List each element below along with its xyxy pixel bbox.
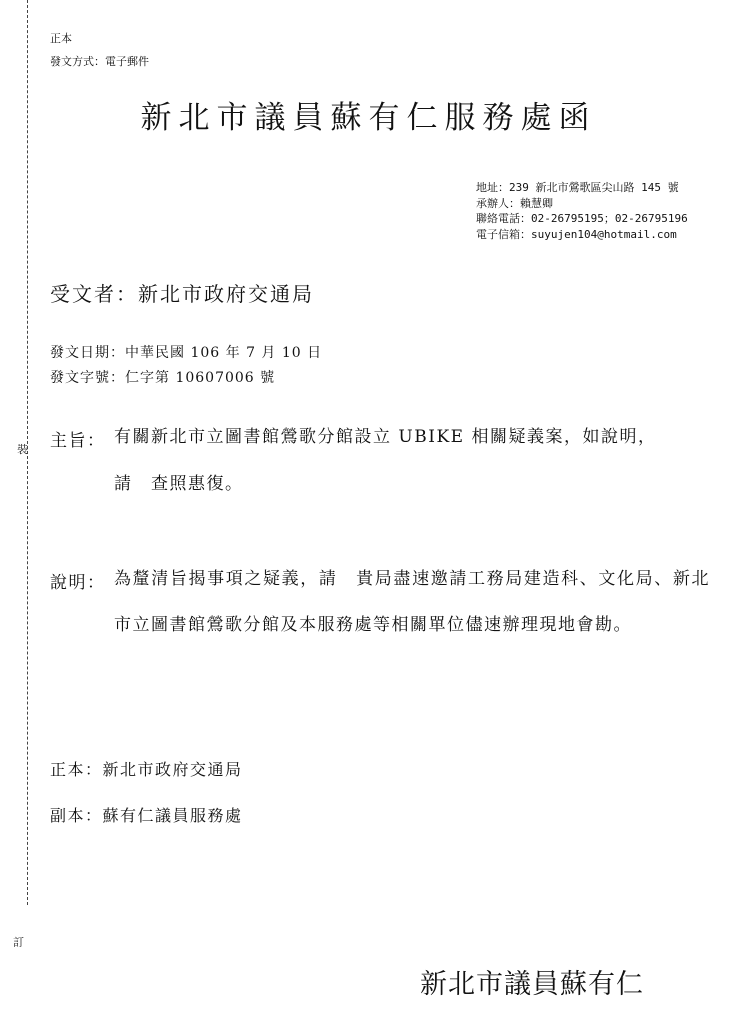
recipient: 受文者：新北市政府交通局 xyxy=(50,282,314,306)
send-method: 發文方式：電子郵件 xyxy=(50,55,149,68)
subject-line-1: 有關新北市立圖書館鶯歌分館設立 UBIKE 相關疑義案，如說明， xyxy=(114,427,657,447)
copy-recipient: 副本：蘇有仁議員服務處 xyxy=(50,806,243,825)
issue-date: 發文日期：中華民國 106 年 7 月 10 日 xyxy=(50,345,323,361)
main-recipient: 正本：新北市政府交通局 xyxy=(50,760,243,779)
subject-body xyxy=(114,414,710,508)
signature-stamp: 新北市議員蘇有仁 xyxy=(420,969,644,1000)
contact-email: 電子信箱：suyujen104@hotmail.com xyxy=(476,227,677,241)
contact-handler: 承辦人：賴慧卿 xyxy=(476,196,553,210)
explanation-body: 為釐清旨揭事項之疑義，請 貴局盡速邀請工務局建造科、文化局、新北市立圖書館鶯歌分館及本服務處等相關單位儘速辦理現地會勘。 xyxy=(114,569,710,635)
subject-line-2: 請 查照惠復。 xyxy=(114,474,244,494)
copy-type: 正本 xyxy=(50,32,72,45)
explanation-label: 說明： xyxy=(50,573,106,593)
binding-mark-top: 裝 xyxy=(17,443,28,456)
contact-address: 地址：239 新北市鶯歌區尖山路 145 號 xyxy=(476,181,679,194)
reference-number: 發文字號：仁字第 10607006 號 xyxy=(50,370,276,386)
contact-block xyxy=(476,180,688,242)
subject-label: 主旨： xyxy=(50,431,106,451)
binding-mark-bottom: 訂 xyxy=(13,936,24,949)
document-title: 新北市議員蘇有仁服務處函 xyxy=(140,100,597,136)
contact-phone: 聯絡電話：02-26795195；02-26795196 xyxy=(476,212,688,225)
